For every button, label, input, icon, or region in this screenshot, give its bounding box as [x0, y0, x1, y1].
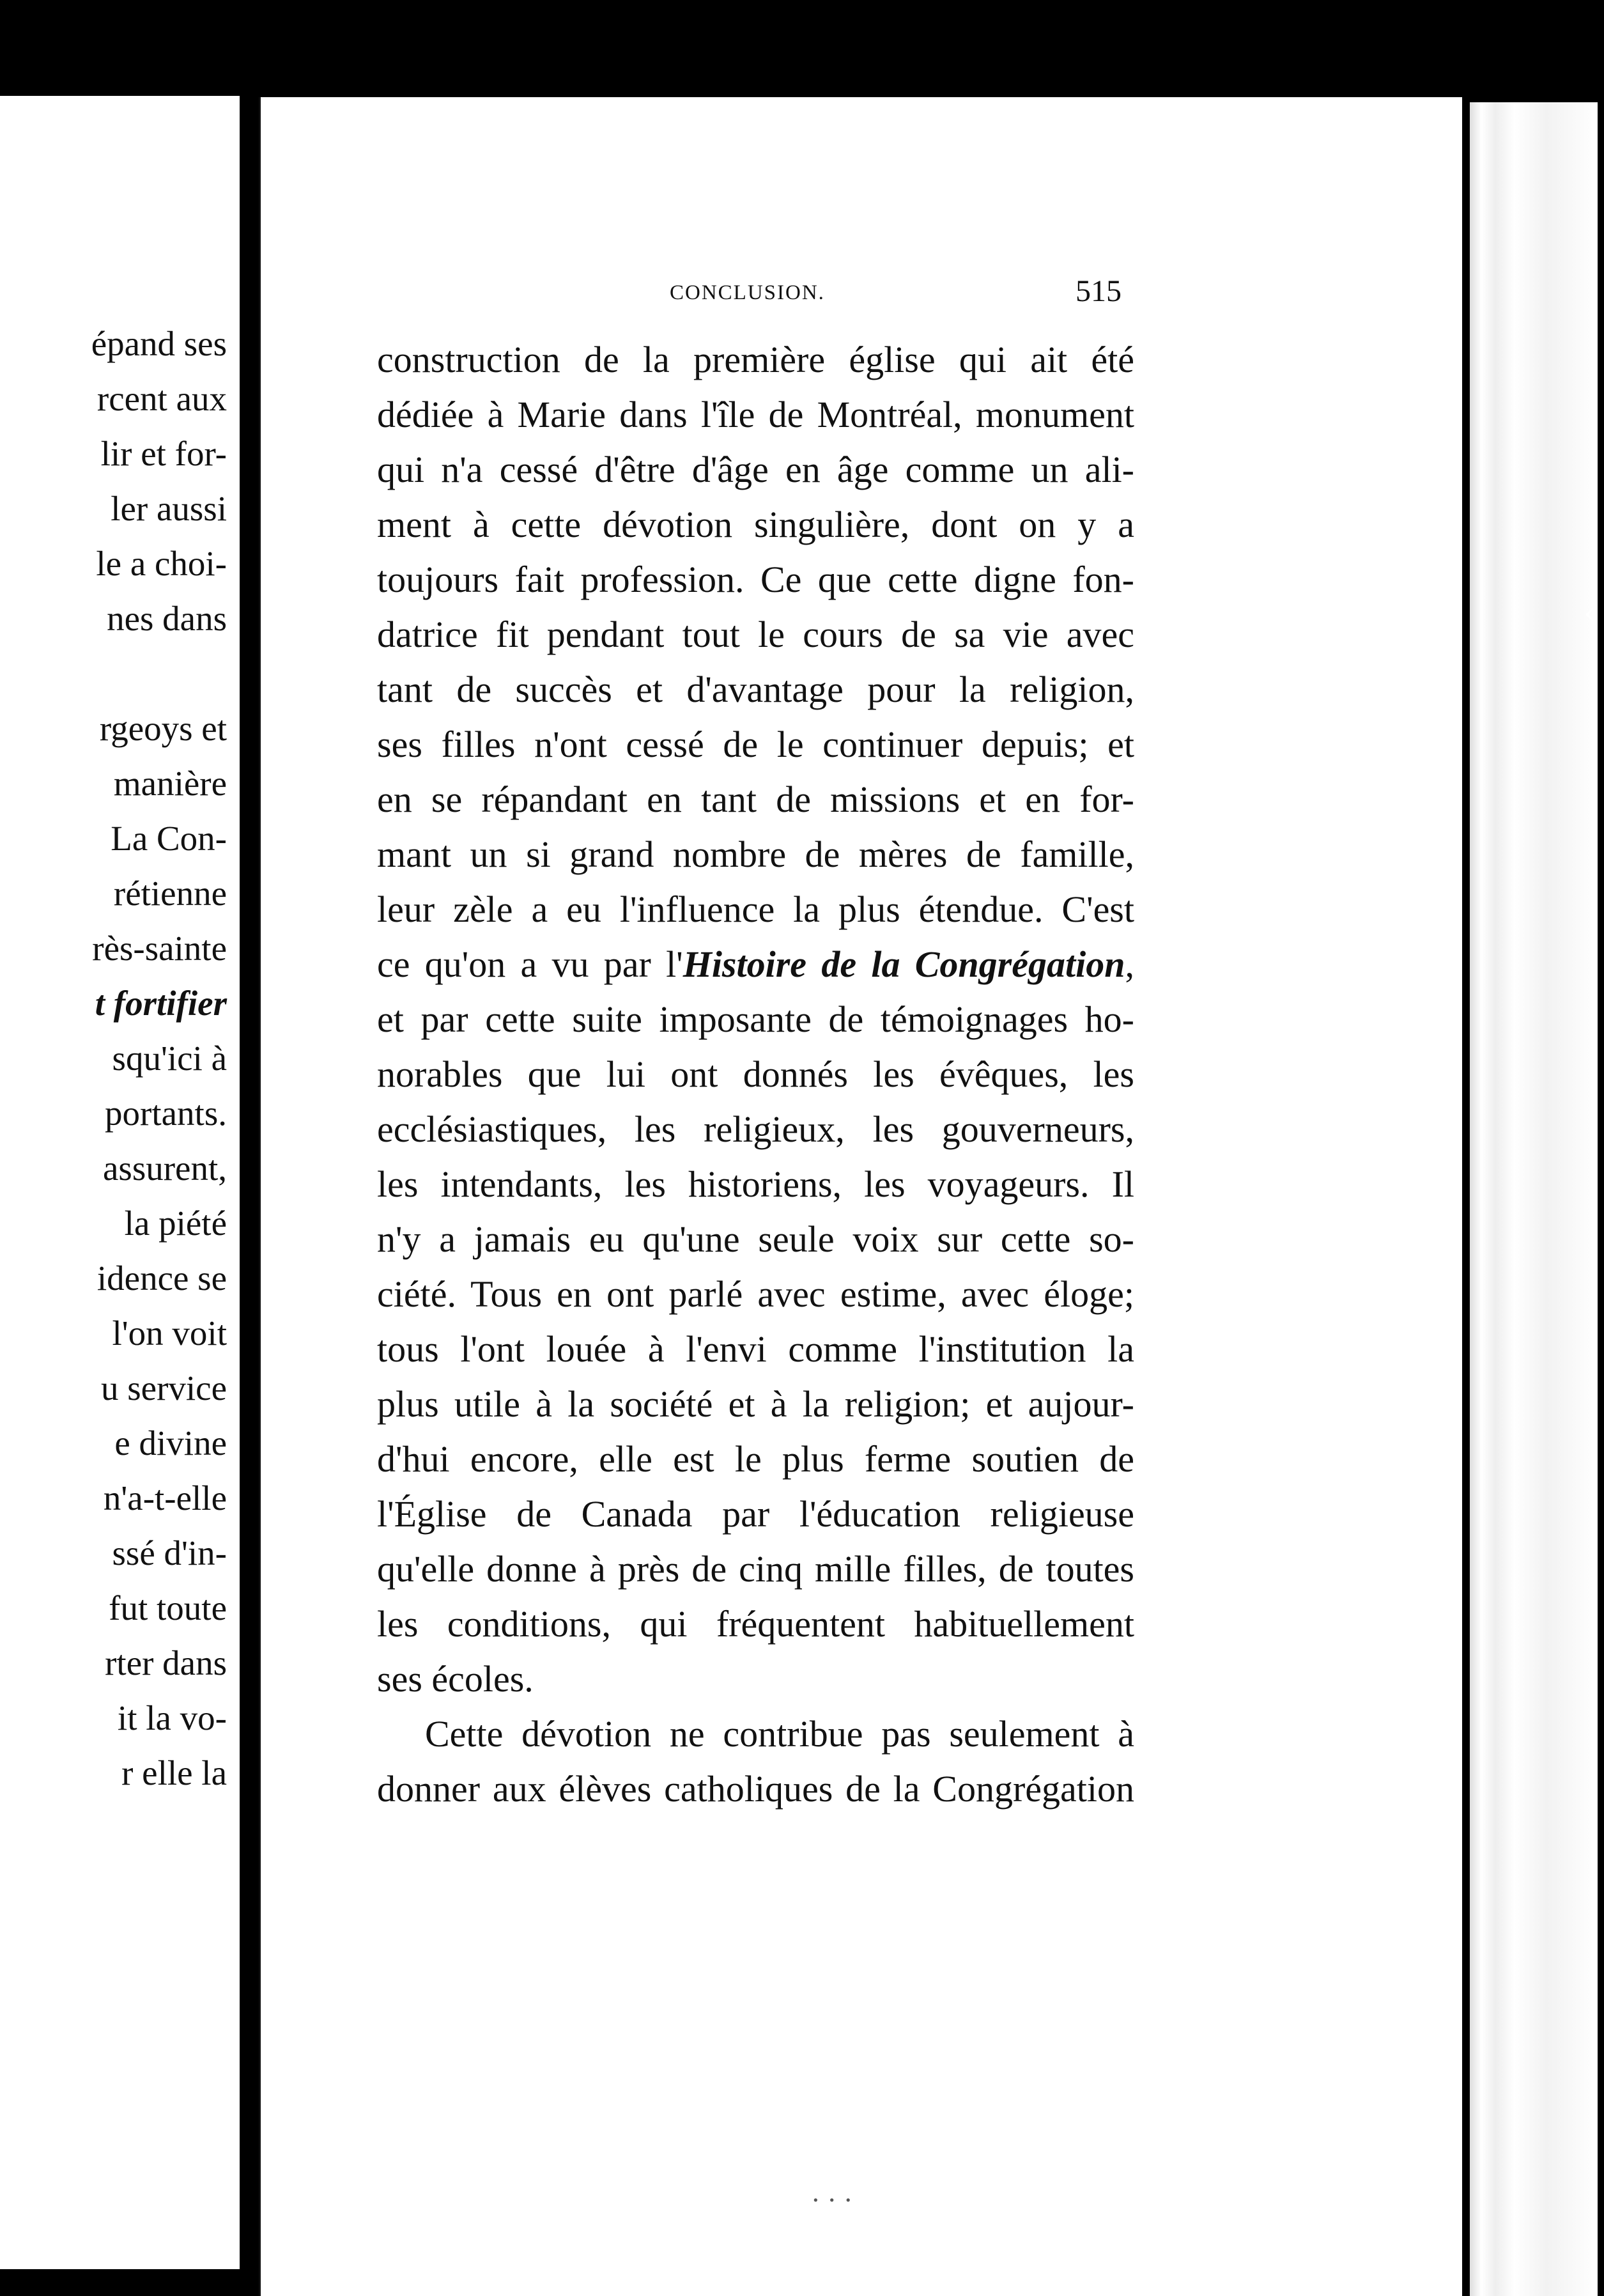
previous-page-line: la piété [124, 1204, 227, 1243]
text-line: plus utile à la société et à la religion; et aujour- [377, 1383, 1134, 1425]
text-line: donner aux élèves catholiques de la Congrégation [377, 1768, 1134, 1810]
previous-page-line: l'on voit [112, 1314, 227, 1353]
previous-page-line: épand ses [91, 324, 227, 363]
previous-page-line: nes dans [107, 599, 227, 638]
previous-page-line: squ'ici à [112, 1039, 227, 1078]
previous-page-text [91, 316, 227, 1801]
text-line: ses écoles. [377, 1658, 534, 1700]
text-line: construction de la première église qui ait été [377, 339, 1134, 380]
previous-page-line: assurent, [103, 1149, 227, 1188]
scan-marks: · · · [812, 2186, 852, 2215]
previous-page-line: lir et for- [100, 434, 227, 473]
running-head: CONCLUSION. [670, 281, 825, 304]
previous-page-line: rter dans [105, 1643, 227, 1682]
text-line: norables que lui ont donnés les évêques, les [377, 1053, 1134, 1095]
text-line: dédiée à Marie dans l'île de Montréal, monument [377, 394, 1134, 435]
previous-page-line [91, 646, 227, 701]
text-line: ecclésiastiques, les religieux, les gouverneurs, [377, 1108, 1134, 1150]
page-edge [1470, 102, 1598, 2296]
previous-page-line: rétienne [113, 874, 227, 913]
text-line: Cette dévotion ne contribue pas seulement à [425, 1713, 1134, 1755]
previous-page-line: La Con- [111, 819, 227, 858]
previous-page-line: e divine [114, 1423, 227, 1462]
text-line: et par cette suite imposante de témoignages ho- [377, 998, 1134, 1040]
previous-page-line: n'a-t-elle [103, 1478, 227, 1517]
text-line: toujours fait profession. Ce que cette digne fon- [377, 559, 1134, 600]
text-line-with-title [377, 937, 1134, 992]
text-fragment: ce qu'on a vu par l' [377, 943, 683, 985]
previous-page-line: manière [113, 764, 227, 803]
text-line: n'y a jamais eu qu'une seule voix sur cette so- [377, 1218, 1134, 1260]
previous-page-line: fut toute [109, 1588, 227, 1627]
previous-page-line: le a choi- [96, 544, 227, 583]
previous-page-line: t fortifier [95, 984, 227, 1023]
body-text [377, 332, 1134, 1817]
previous-page-line: ler aussi [111, 489, 227, 528]
previous-page-line: r elle la [121, 1753, 227, 1792]
emphasized-title: Histoire de la Congrégation [682, 943, 1125, 985]
previous-page-line: it la vo- [117, 1698, 227, 1737]
text-line: d'hui encore, elle est le plus ferme soutien de [377, 1438, 1134, 1480]
previous-page [0, 96, 240, 2269]
previous-page-line: rès-sainte [92, 929, 227, 968]
previous-page-line: ssé d'in- [112, 1533, 227, 1572]
text-line: leur zèle a eu l'influence la plus étendue. C'est [377, 888, 1134, 930]
text-line: les intendants, les historiens, les voyageurs. Il [377, 1163, 1134, 1205]
text-line: qu'elle donne à près de cinq mille filles, de toutes [377, 1548, 1134, 1590]
previous-page-line: idence se [96, 1259, 227, 1298]
previous-page-line: rgeoys et [99, 709, 227, 748]
text-line: les conditions, qui fréquentent habituellement [377, 1603, 1134, 1645]
previous-page-line: rcent aux [96, 379, 227, 418]
text-line: qui n'a cessé d'être d'âge en âge comme un ali- [377, 449, 1134, 490]
text-line: mant un si grand nombre de mères de famille, [377, 834, 1134, 875]
previous-page-line: u service [101, 1369, 227, 1408]
text-line: ses filles n'ont cessé de le continuer depuis; et [377, 724, 1134, 765]
text-line: tous l'ont louée à l'envi comme l'institution la [377, 1328, 1134, 1370]
previous-page-line: portants. [105, 1094, 227, 1133]
text-line: en se répandant en tant de missions et en for- [377, 779, 1134, 820]
page-number: 515 [1076, 274, 1122, 308]
text-line: tant de succès et d'avantage pour la religion, [377, 669, 1134, 710]
text-fragment: , [1125, 943, 1134, 985]
text-line: datrice fit pendant tout le cours de sa vie avec [377, 614, 1134, 655]
text-line: l'Église de Canada par l'éducation religieuse [377, 1493, 1134, 1535]
text-line: ciété. Tous en ont parlé avec estime, avec éloge; [377, 1273, 1134, 1315]
text-line: ment à cette dévotion singulière, dont on y a [377, 504, 1134, 545]
edge-mark: ‹ [1584, 594, 1596, 632]
